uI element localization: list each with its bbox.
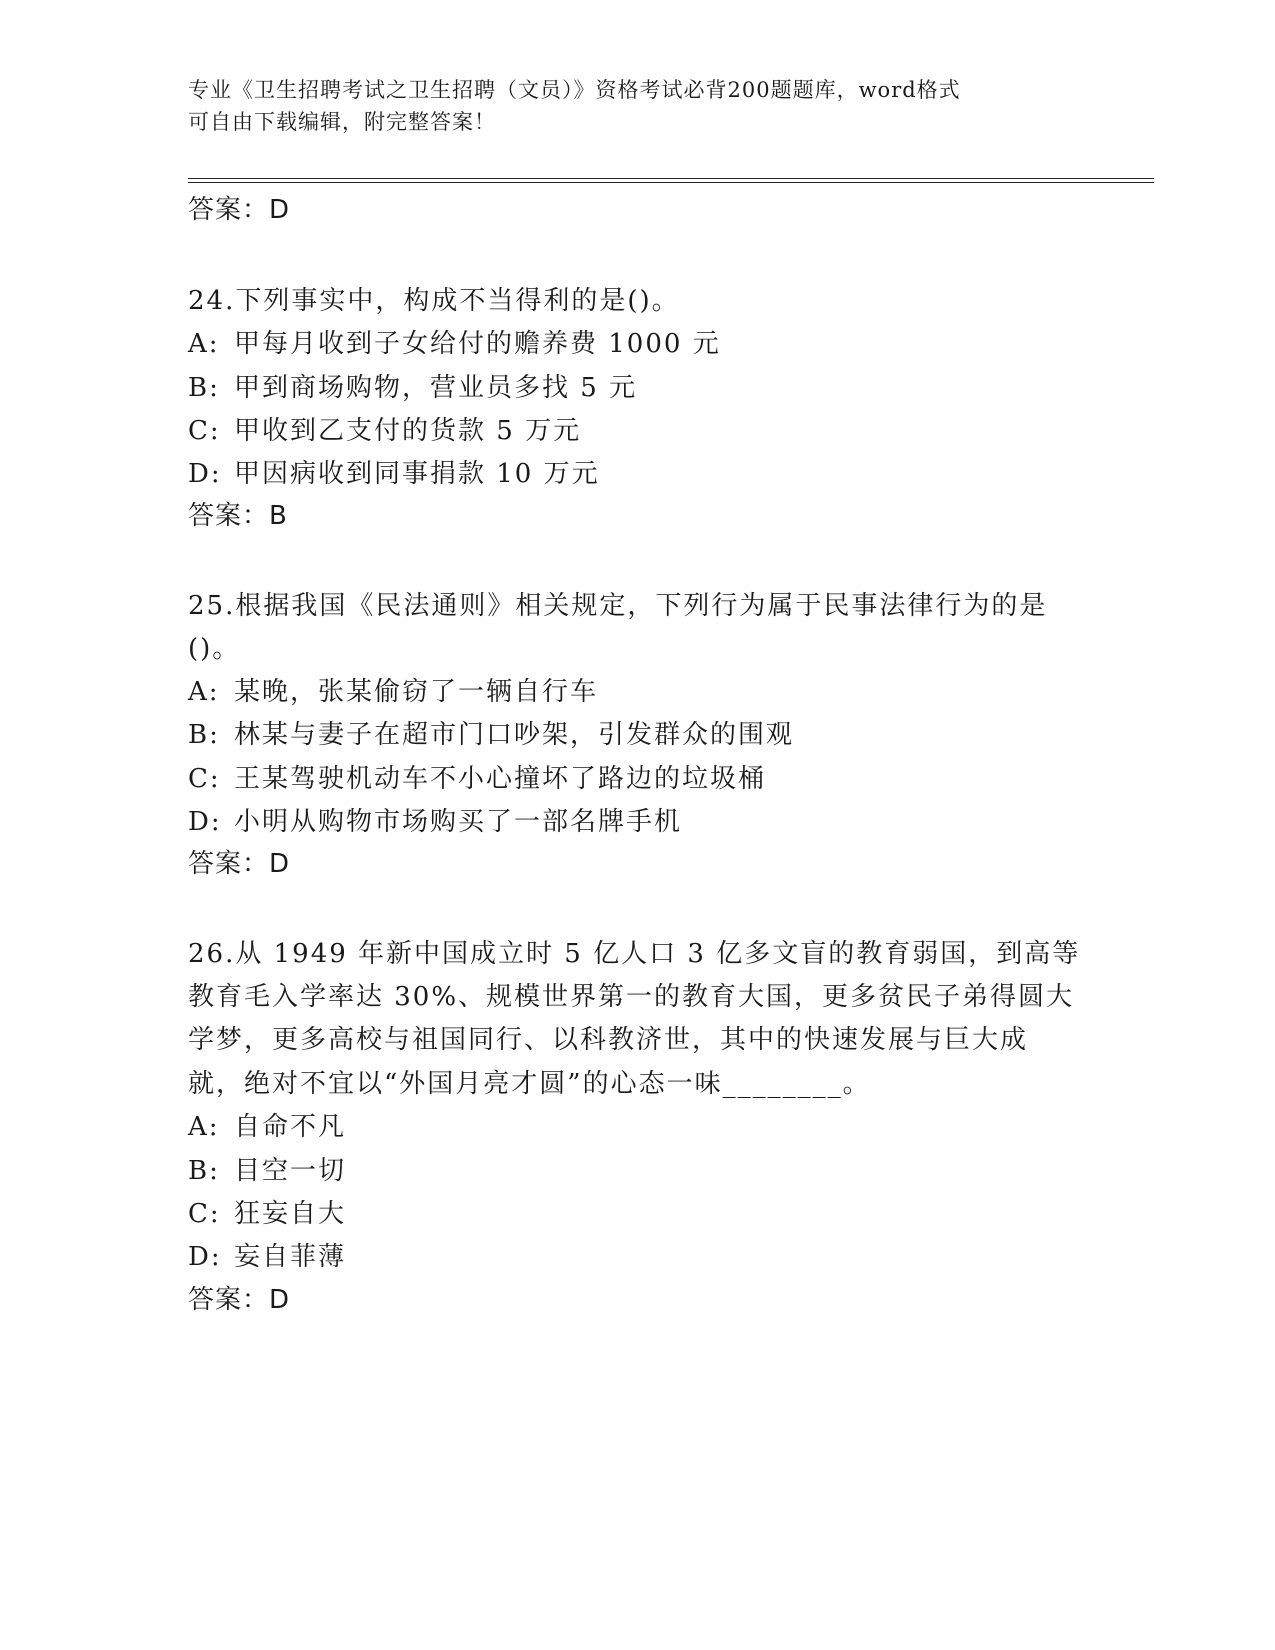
option-key: C: [188, 1199, 221, 1229]
question-24-option-d [188, 458, 600, 490]
option-key: A: [188, 329, 220, 359]
answer-q24: 答案：B [188, 501, 288, 531]
option-text: 狂妄自大 [234, 1199, 347, 1229]
option-key: D: [188, 1242, 222, 1272]
question-26-option-d [188, 1241, 346, 1273]
header-line-1: 专业《卫生招聘考试之卫生招聘（文员）》资格考试必背200题题库，word格式 [188, 78, 961, 102]
option-text: 王某驾驶机动车不小心撞坏了路边的垃圾桶 [234, 764, 767, 794]
document-header [188, 74, 1068, 138]
header-rule-bottom [188, 182, 1154, 183]
option-key: B: [188, 373, 220, 403]
option-key: D: [188, 807, 222, 837]
question-26-stem-line-4: 就，绝对不宜以“外国月亮才圆”的心态一味________。 [188, 1069, 871, 1099]
option-text: 目空一切 [234, 1156, 347, 1186]
option-key: D: [188, 459, 222, 489]
question-25-option-b [188, 719, 794, 751]
question-26-stem-line-1: 26.从 1949 年新中国成立时 5 亿人口 3 亿多文盲的教育弱国，到高等 [188, 939, 1081, 969]
question-26-stem-line-3: 学梦，更多高校与祖国同行、以科教济世，其中的快速发展与巨大成 [188, 1025, 1029, 1055]
answer-q23: 答案：D [188, 195, 291, 225]
question-24-option-b [188, 372, 637, 404]
option-text: 林某与妻子在超市门口吵架，引发群众的围观 [234, 720, 795, 750]
option-key: B: [188, 1156, 220, 1186]
option-key: B: [188, 720, 220, 750]
question-26-option-c [188, 1198, 346, 1230]
question-26-option-a [188, 1111, 346, 1143]
question-24-option-c [188, 415, 581, 447]
option-text: 甲收到乙支付的货款 5 万元 [234, 416, 582, 446]
question-24-stem: 24.下列事实中，构成不当得利的是()。 [188, 286, 680, 316]
option-text: 甲每月收到子女给付的赡养费 1000 元 [234, 329, 721, 359]
answer-q26: 答案：D [188, 1285, 291, 1315]
header-rule-top [188, 178, 1154, 179]
answer-q25: 答案：D [188, 849, 291, 879]
question-25-option-c [188, 763, 766, 795]
option-key: A: [188, 1112, 220, 1142]
option-text: 妄自菲薄 [234, 1242, 347, 1272]
option-text: 甲因病收到同事捐款 10 万元 [234, 459, 600, 489]
option-text: 甲到商场购物，营业员多找 5 元 [234, 373, 638, 403]
header-line-2: 可自由下载编辑，附完整答案！ [188, 110, 496, 134]
option-text: 自命不凡 [234, 1112, 347, 1142]
option-text: 某晚，张某偷窃了一辆自行车 [234, 677, 599, 707]
question-24-option-a [188, 328, 721, 360]
question-25-stem-line-2: ()。 [188, 634, 241, 664]
option-key: C: [188, 416, 221, 446]
question-25-option-d [188, 806, 682, 838]
option-key: A: [188, 677, 220, 707]
question-25-option-a [188, 676, 598, 708]
question-26-stem-line-2: 教育毛入学率达 30%、规模世界第一的教育大国，更多贫民子弟得圆大 [188, 982, 1075, 1012]
question-26-option-b [188, 1155, 346, 1187]
option-key: C: [188, 764, 221, 794]
option-text: 小明从购物市场购买了一部名牌手机 [234, 807, 683, 837]
question-25-stem-line-1: 25.根据我国《民法通则》相关规定，下列行为属于民事法律行为的是 [188, 591, 1048, 621]
